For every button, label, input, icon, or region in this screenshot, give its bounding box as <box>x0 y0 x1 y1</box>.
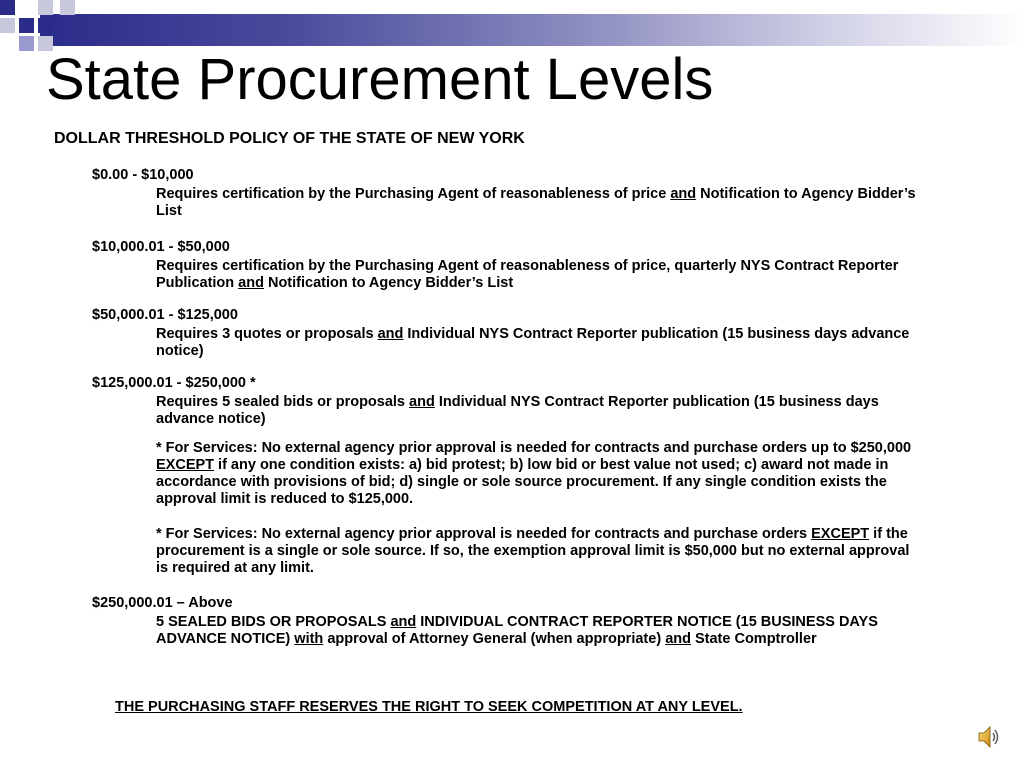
tier-range: $250,000.01 – Above <box>92 595 233 611</box>
services-note: * For Services: No external agency prior approval is needed for contracts and purchase orders EXCEPT if the procurement is a single or sole source. If so, the exemption approval limit is $50,000 but no external approval is required at any limit. <box>156 526 910 576</box>
corner-square <box>0 0 15 15</box>
corner-square <box>19 18 34 33</box>
slide-subheading: DOLLAR THRESHOLD POLICY OF THE STATE OF NEW YORK <box>54 130 525 147</box>
tier-range: $0.00 - $10,000 <box>92 167 194 183</box>
tier-item <box>92 306 922 360</box>
services-note: * For Services: No external agency prior approval is needed for contracts and purchase orders up to $250,000 EXCEPT if any one condition exists: a) bid protest; b) low bid or best value not used; c) award not made in accordance with provisions of bid; d) single or sole source procurement. If any single condition exists the approval limit is reduced to $125,000. <box>156 440 912 507</box>
tier-range: $125,000.01 - $250,000 * <box>92 375 256 391</box>
tier-description: Requires 3 quotes or proposals and Individual NYS Contract Reporter publication (15 business days advance notice) <box>156 326 910 359</box>
footer-notice: THE PURCHASING STAFF RESERVES THE RIGHT TO SEEK COMPETITION AT ANY LEVEL. <box>115 699 743 715</box>
corner-square <box>0 18 15 33</box>
speaker-icon[interactable] <box>978 724 1000 750</box>
tier-description: 5 SEALED BIDS OR PROPOSALS and INDIVIDUAL CONTRACT REPORTER NOTICE (15 BUSINESS DAYS ADVANCE NOTICE) with approval of Attorney General (when appropriate) and State Comptroller <box>156 614 878 647</box>
corner-square <box>19 0 34 15</box>
tier-description: Requires certification by the Purchasing Agent of reasonableness of price and Notification to Agency Bidder’s List <box>156 186 916 219</box>
slide-title: State Procurement Levels <box>46 47 714 112</box>
corner-square <box>38 0 53 15</box>
tier-description: Requires 5 sealed bids or proposals and Individual NYS Contract Reporter publication (15 business days advance notice) <box>156 394 879 427</box>
tier-item <box>92 594 922 648</box>
tier-range: $10,000.01 - $50,000 <box>92 239 230 255</box>
tier-description: Requires certification by the Purchasing Agent of reasonableness of price, quarterly NYS Contract Reporter Publication and Notification to Agency Bidder’s List <box>156 258 899 291</box>
tier-item <box>92 238 922 292</box>
corner-square <box>60 0 75 15</box>
threshold-list <box>92 166 922 657</box>
tier-item <box>92 374 922 577</box>
corner-square <box>19 36 34 51</box>
tier-item <box>92 166 922 220</box>
tier-range: $50,000.01 - $125,000 <box>92 307 238 323</box>
corner-square <box>38 18 53 33</box>
